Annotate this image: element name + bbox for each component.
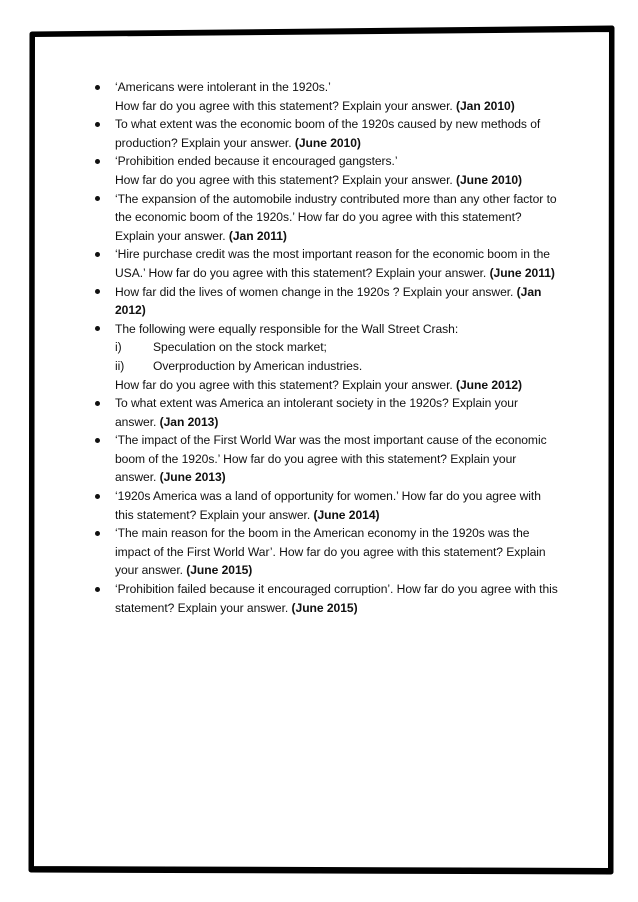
question-text: ‘Hire purchase credit was the most important reason for the economic boom in the (115, 247, 550, 262)
question-text: ‘1920s America was a land of opportunity for women.’ How far do you agree with (115, 489, 541, 504)
question-text: ‘The impact of the First World War was the most important cause of the economic (115, 433, 547, 448)
question-line (115, 208, 574, 227)
question-line (115, 78, 574, 97)
question-text: ‘The expansion of the automobile industry contributed more than any other factor to (115, 191, 557, 206)
question-line (115, 543, 574, 562)
question-list (94, 78, 574, 617)
question-item (94, 152, 574, 189)
question-item (94, 283, 574, 320)
question-line (115, 524, 574, 543)
question-text: boom of the 1920s.’ How far do you agree with this statement? Explain your (115, 451, 517, 466)
question-text: impact of the First World War’. How far do you agree with this statement? Explain (115, 544, 546, 559)
sub-item-number: ii) (115, 358, 125, 373)
question-text: ‘Americans were intolerant in the 1920s.’ (115, 80, 331, 94)
question-text: How far do you agree with this statement? Explain your answer. (115, 172, 457, 187)
exam-date: (Jan 2013) (159, 414, 219, 429)
question-line (115, 487, 574, 506)
bullet-icon (95, 289, 100, 294)
question-line (115, 283, 574, 302)
question-line (115, 580, 574, 599)
question-text: ‘Prohibition ended because it encouraged gangsters.’ (115, 154, 398, 169)
question-item (94, 487, 574, 524)
question-text: this statement? Explain your answer. (115, 507, 314, 522)
question-text: answer. (115, 414, 160, 429)
question-text: ‘The main reason for the boom in the American economy in the 1920s was the (115, 526, 530, 541)
question-item (94, 115, 574, 152)
sub-item-text: Speculation on the stock market; (153, 340, 327, 355)
question-item (94, 580, 574, 617)
question-item (94, 524, 574, 580)
question-text: your answer. (115, 563, 187, 578)
question-line (115, 376, 574, 395)
bullet-icon (95, 401, 100, 406)
question-line (115, 320, 574, 339)
exam-date: (June 2014) (313, 507, 380, 522)
question-line (115, 171, 574, 190)
exam-date: (Jan (516, 284, 542, 299)
bullet-icon (95, 326, 100, 331)
sub-item-text: Overproduction by American industries. (153, 358, 363, 373)
question-text: To what extent was the economic boom of the 1920s caused by new methods of (115, 117, 541, 132)
question-text: answer. (115, 470, 160, 485)
exam-date: (June 2010) (294, 135, 361, 150)
question-text: How far did the lives of women change in the 1920s ? Explain your answer. (115, 284, 517, 299)
bullet-icon (95, 494, 100, 499)
exam-date: (Jan 2010) (456, 98, 515, 113)
exam-date: (June 2013) (159, 470, 226, 485)
question-line (115, 599, 574, 618)
bullet-icon (95, 252, 100, 257)
question-line (115, 152, 574, 171)
exam-date: (June 2011) (489, 265, 555, 280)
question-line (115, 115, 574, 134)
exam-date: (June 2012) (456, 377, 523, 392)
question-line (115, 245, 574, 264)
question-text: statement? Explain your answer. (115, 600, 292, 615)
question-line (115, 394, 574, 413)
question-line (115, 264, 574, 283)
question-item (94, 190, 574, 246)
question-text: USA.’ How far do you agree with this statement? Explain your answer. (115, 265, 490, 280)
question-item (94, 320, 574, 394)
question-text: production? Explain your answer. (115, 135, 295, 150)
question-text: How far do you agree with this statement? Explain your answer. (115, 98, 457, 113)
bullet-icon (95, 159, 100, 164)
bullet-icon (95, 531, 100, 536)
question-item (94, 431, 574, 487)
exam-date: (June 2015) (186, 563, 253, 578)
question-line (115, 227, 574, 246)
question-item (94, 394, 574, 431)
question-item (94, 245, 574, 282)
exam-date: 2012) (115, 303, 146, 318)
question-text: the economic boom of the 1920s.’ How far do you agree with this statement? (115, 210, 522, 225)
bullet-icon (95, 438, 100, 443)
question-item (94, 78, 574, 115)
question-line (115, 450, 574, 469)
exam-date: (Jan 2011) (228, 228, 287, 243)
bullet-icon (95, 587, 100, 592)
question-line (115, 413, 574, 432)
question-line (115, 97, 574, 116)
bullet-icon (95, 122, 100, 127)
question-line (115, 468, 574, 487)
question-line (115, 134, 574, 153)
bullet-icon (95, 85, 100, 90)
question-line (115, 506, 574, 525)
question-text: The following were equally responsible for the Wall Street Crash: (115, 321, 459, 336)
question-text: How far do you agree with this statement? Explain your answer. (115, 377, 457, 392)
sub-item (115, 338, 574, 357)
question-text: To what extent was America an intolerant society in the 1920s? Explain your (115, 396, 518, 411)
exam-date: (June 2010) (456, 172, 523, 187)
question-line (115, 431, 574, 450)
question-line (115, 301, 574, 320)
sub-item-number: i) (115, 340, 122, 355)
question-text: ‘Prohibition failed because it encouraged corruption’. How far do you agree with this (115, 582, 558, 597)
exam-date: (June 2015) (291, 600, 358, 615)
sub-item (115, 357, 574, 376)
question-text: Explain your answer. (115, 228, 229, 243)
question-line (115, 190, 574, 209)
exam-questions (94, 78, 574, 617)
question-line (115, 561, 574, 580)
bullet-icon (95, 196, 100, 201)
